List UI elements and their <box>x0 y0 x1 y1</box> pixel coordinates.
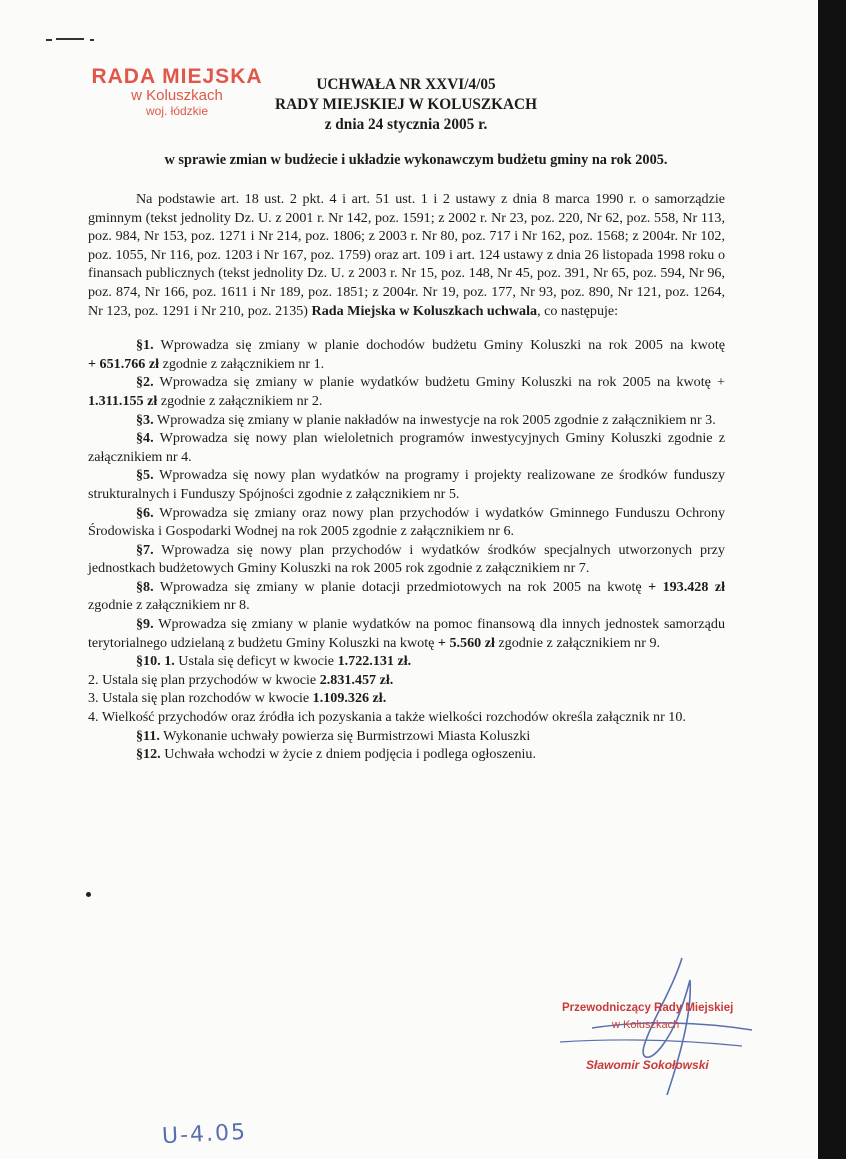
paragraph-tail: zgodnie z załącznikiem nr 2. <box>157 392 323 409</box>
signature-place: w Koluszkach <box>612 1019 680 1031</box>
deficit-text: Ustala się deficyt w kwocie <box>178 653 338 670</box>
scan-edge <box>818 0 846 1159</box>
paragraph-text: Uchwała wchodzi w życie z dniem podjęcia i podlega ogłoszeniu. <box>164 746 536 763</box>
preamble-text: Na podstawie art. 18 ust. 2 pkt. 4 i art. 51 ust. 1 i 2 ustawy z dnia 8 marca 1990 r. o samorządzie gminnym (tekst jednolity Dz. U. z 2001 r. Nr 142, poz. 1591; z 2002 r. Nr 23, poz. 220, Nr 62, poz. 558, Nr 113, poz. 984, Nr 153, poz. 1271 i Nr 214, poz. 1806; z 2003 r. Nr 80, poz. 717 i Nr 162, poz. 1568; z 2004r. Nr 102, poz. 1055, Nr 116, poz. 1203 i Nr 167, poz. 1759) oraz art. 109 i art. 124 ustawy z dnia 26 listopada 1998 roku o finansach publicznych (tekst jednolity Dz. U. z 2003 r. Nr 15, poz. 148, Nr 45, poz. 391, Nr 65, poz. 594, Nr 96, poz. 874, Nr 166, poz. 1611 i Nr 189, poz. 1851; z 2004r. Nr 19, poz. 177, Nr 93, poz. 890, Nr 121, poz. 1264, Nr 123, poz. 1291 i Nr 210, poz. 2135) <box>88 191 725 319</box>
paragraph-text: Wprowadza się zmiany w planie dochodów budżetu Gminy Koluszki na rok 2005 na kwotę <box>160 337 725 354</box>
paragraph-amount: + 193.428 zł <box>648 578 725 595</box>
stamp-line-2: w Koluszkach <box>131 87 223 104</box>
paragraph-amount: + 651.766 zł <box>88 355 160 372</box>
resolution-body <box>88 190 725 764</box>
paragraph-12 <box>88 745 725 764</box>
expenditure-plan-amount: 1.109.326 zł. <box>312 690 387 707</box>
paragraph-mark: §3. <box>136 411 154 428</box>
paragraph-10 <box>88 652 725 671</box>
paragraph-mark: §12. <box>136 746 161 763</box>
paragraph-9 <box>88 615 725 652</box>
expenditure-plan-text: 3. Ustala się plan rozchodów w kwocie <box>88 690 313 707</box>
resolution-council: RADY MIEJSKIEJ W KOLUSZKACH <box>275 96 537 113</box>
paragraph-11 <box>88 727 725 746</box>
paragraph-mark: §9. <box>136 616 154 633</box>
paragraph-mark: §1. <box>136 337 154 354</box>
paragraph-mark: §7. <box>136 541 154 558</box>
revenue-plan-text: 2. Ustala się plan przychodów w kwocie <box>88 671 320 688</box>
paragraph-text: Wprowadza się nowy plan wieloletnich programów inwestycyjnych Gminy Koluszki zgodnie z załącznikiem nr 4. <box>88 430 725 465</box>
paragraph-mark: §8. <box>136 578 154 595</box>
signature-title: Przewodniczący Rady Miejskiej <box>562 1002 734 1014</box>
paragraph-mark: §2. <box>136 374 154 391</box>
paragraph-text: Wprowadza się nowy plan przychodów i wydatków środków specjalnych utworzonych przy jednostkach budżetowych Gminy Koluszki na rok 2005 rok zgodnie z załącznikiem nr 7. <box>88 541 725 577</box>
margin-dot <box>86 892 91 897</box>
stamp-line-1: RADA MIEJSKA <box>91 65 263 88</box>
paragraph-mark: §5. <box>136 467 154 484</box>
paragraph-5 <box>88 466 725 503</box>
paragraph-mark: §11. <box>136 727 160 744</box>
paragraph-tail: zgodnie z załącznikiem nr 8. <box>88 597 250 614</box>
paragraph-4 <box>88 429 725 466</box>
resolution-date: z dnia 24 stycznia 2005 r. <box>324 116 488 133</box>
paragraph-text: Wprowadza się zmiany oraz nowy plan przychodów i wydatków Gminnego Funduszu Ochrony Środowiska i Gospodarki Wodnej na rok 2005 zgodnie z załącznikiem nr 6. <box>88 504 725 540</box>
revenue-plan-amount: 2.831.457 zł. <box>319 671 394 688</box>
paragraph-8 <box>88 578 725 615</box>
paragraph-10-item-3 <box>88 689 725 708</box>
paragraph-text: Wprowadza się nowy plan wydatków na programy i projekty realizowane ze środków funduszy strukturalnych i Funduszy Spójności zgodnie z załącznikiem nr 5. <box>88 467 725 502</box>
resolution-subject: w sprawie zmian w budżecie i układzie wykonawczym budżetu gminy na rok 2005. <box>164 152 668 168</box>
paragraph-10-item-4: 4. Wielkość przychodów oraz źródła ich pozyskania a także wielkości rozchodów określa załącznik nr 10. <box>88 709 686 726</box>
paragraph-mark: §10. 1. <box>136 653 175 670</box>
resolution-number: UCHWAŁA NR XXVI/4/05 <box>316 76 496 93</box>
signature-name: Sławomir Sokołowski <box>586 1058 709 1072</box>
paragraph-1 <box>88 336 725 373</box>
paragraph-text: Wprowadza się zmiany w planie wydatków budżetu Gminy Koluszki na rok 2005 na kwotę + <box>159 374 725 391</box>
resolution-header <box>200 75 612 135</box>
preamble-tail: , co następuje: <box>537 302 619 319</box>
paragraph-tail: zgodnie z załącznikiem nr 1. <box>159 355 325 372</box>
scan-speck <box>46 38 96 41</box>
paragraph-text: Wprowadza się zmiany w planie wydatków na pomoc finansową dla innych jednostek samorządu terytorialnego udzielaną z budżetu Gminy Koluszki na kwotę <box>88 616 725 651</box>
handwritten-note: U-4.05 <box>161 1119 248 1150</box>
paragraph-10-item-2 <box>88 671 725 690</box>
paragraph-amount: 1.311.155 zł <box>88 392 158 409</box>
paragraph-text: Wykonanie uchwały powierza się Burmistrzowi Miasta Koluszki <box>163 727 531 744</box>
paragraph-tail: zgodnie z załącznikiem nr 9. <box>494 634 661 651</box>
deficit-amount: 1.722.131 zł. <box>337 653 412 670</box>
paragraph-6 <box>88 504 725 541</box>
preamble-bold: Rada Miejska w Koluszkach uchwala <box>311 302 538 319</box>
preamble <box>88 190 725 320</box>
paragraph-amount: + 5.560 zł <box>437 634 495 651</box>
paragraph-mark: §6. <box>136 504 154 521</box>
paragraph-7 <box>88 541 725 578</box>
paragraph-text: Wprowadza się zmiany w planie nakładów na inwestycje na rok 2005 zgodnie z załącznikiem nr 3. <box>156 411 716 428</box>
paragraph-text: Wprowadza się zmiany w planie dotacji przedmiotowych na rok 2005 na kwotę <box>159 578 642 595</box>
stamp-line-3: woj. łódzkie <box>145 104 209 118</box>
paragraph-mark: §4. <box>136 430 154 447</box>
paragraph-3 <box>88 411 725 430</box>
paragraph-2 <box>88 373 725 410</box>
